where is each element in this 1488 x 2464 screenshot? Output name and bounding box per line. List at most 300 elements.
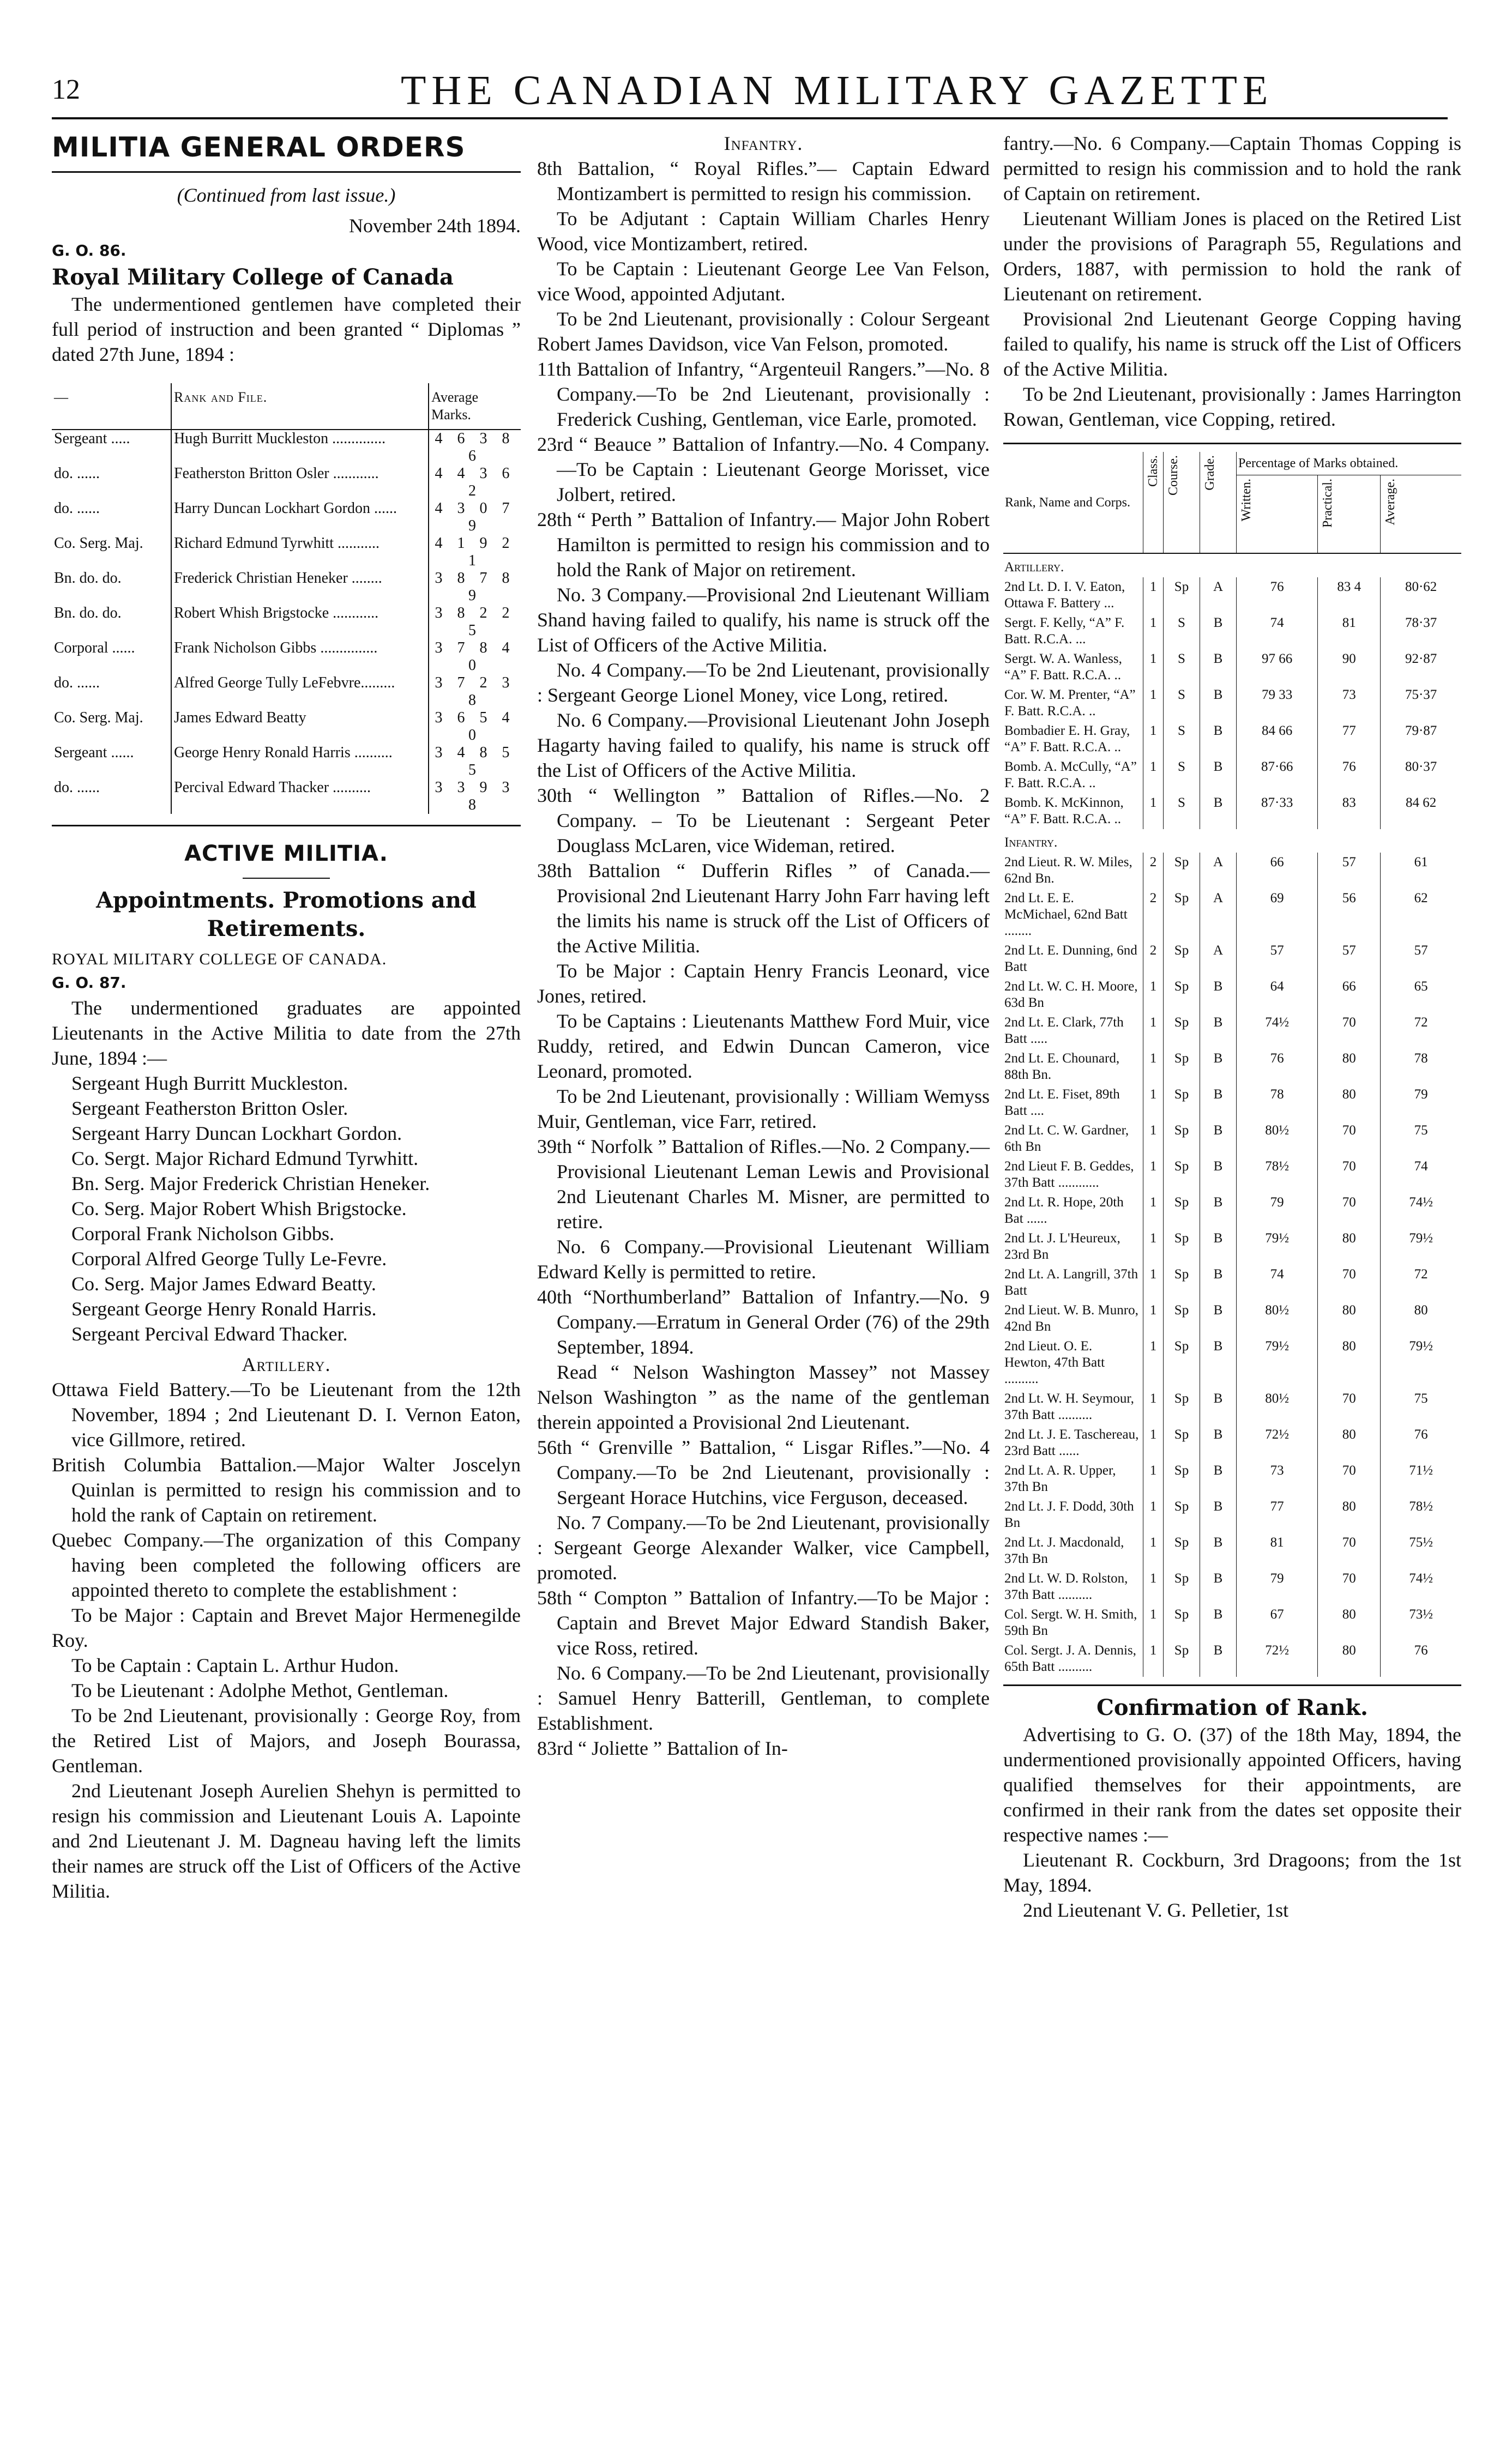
graduate-list — [52, 1071, 521, 1346]
course-cell: Sp — [1164, 889, 1200, 941]
practical-cell: 80 — [1318, 1301, 1381, 1337]
course-cell: Sp — [1164, 1337, 1200, 1389]
paragraph: The undermentioned graduates are appointed Lieutenants in the Active Militia to date from the 27th June, 1894 :— — [52, 997, 521, 1069]
cls-cell: 1 — [1143, 1425, 1164, 1461]
cls-cell: 1 — [1143, 1193, 1164, 1229]
paragraph: Quebec Company.—The organization of this Company having been completed the following officers are appointed thereto to complete the establishment : — [52, 1529, 521, 1601]
average-cell: 80·37 — [1381, 757, 1461, 793]
grade-cell: B — [1200, 613, 1237, 649]
paragraph: Lieutenant William Jones is placed on the Retired List under the provisions of Paragraph 55, Regulations and Orders, 1887, with permission to hold the rank of Lieutenant on retirement. — [1003, 208, 1461, 305]
written-cell: 81 — [1237, 1533, 1318, 1569]
divider — [1003, 1684, 1461, 1686]
table-row — [1003, 1229, 1461, 1265]
average-cell: 79 — [1381, 1085, 1461, 1121]
grade-cell: B — [1200, 1157, 1237, 1193]
table-row — [1003, 1193, 1461, 1229]
table-body — [52, 430, 521, 814]
course-cell: Sp — [1164, 1605, 1200, 1641]
table-row — [1003, 1121, 1461, 1157]
average-cell: 78·37 — [1381, 613, 1461, 649]
list-item: Sergeant Hugh Burritt Muckleston. — [71, 1072, 348, 1094]
practical-cell: 81 — [1318, 613, 1381, 649]
marks-cell: 3 8 7 8 9 — [429, 570, 521, 605]
paragraph: Lieutenant R. Cockburn, 3rd Dragoons; from the 1st May, 1894. — [1003, 1849, 1461, 1896]
marks-cell: 4 1 9 2 1 — [429, 535, 521, 570]
course-cell: Sp — [1164, 1301, 1200, 1337]
paragraph: Read “ Nelson Washington Massey” not Massey Nelson Washington ” as the name of the gentleman therein appointed a Provisional 2nd Lieutenant. — [537, 1361, 990, 1433]
name-cell: Bomb. A. McCully, “A” F. Batt. R.C.A. .. — [1004, 759, 1137, 790]
practical-cell: 83 4 — [1318, 577, 1381, 613]
list-item: Corporal Alfred George Tully Le-Fevre. — [71, 1248, 387, 1270]
table-group-header: Percentage of Marks obtained. — [1237, 452, 1462, 475]
rank-cell: Sergeant ...... — [54, 744, 134, 761]
average-cell: 75 — [1381, 1389, 1461, 1425]
written-cell: 57 — [1237, 941, 1318, 977]
table-row — [1003, 649, 1461, 685]
name-cell: Sergt. F. Kelly, “A” F. Batt. R.C.A. ... — [1004, 615, 1125, 647]
grade-cell: B — [1200, 1013, 1237, 1049]
general-order-number: G. O. 87. — [52, 974, 126, 992]
rank-cell: Sergeant ..... — [54, 430, 130, 447]
grade-cell: B — [1200, 1229, 1237, 1265]
section-heading: MILITIA GENERAL ORDERS — [52, 131, 466, 163]
rank-cell: Corporal ...... — [54, 639, 135, 656]
table-header: Written. — [1237, 475, 1318, 554]
written-cell: 72½ — [1237, 1641, 1318, 1677]
written-cell: 80½ — [1237, 1389, 1318, 1425]
column-3 — [1003, 131, 1461, 1923]
cls-cell: 1 — [1143, 793, 1164, 829]
practical-cell: 80 — [1318, 1049, 1381, 1085]
cls-cell: 1 — [1143, 577, 1164, 613]
cls-cell: 1 — [1143, 1533, 1164, 1569]
name-cell: 2nd Lt. R. Hope, 20th Bat ...... — [1004, 1195, 1124, 1226]
rank-cell: do. ...... — [54, 465, 100, 482]
paragraph: To be Adjutant : Captain William Charles Henry Wood, vice Montizambert, retired. — [537, 208, 990, 255]
cls-cell: 1 — [1143, 1085, 1164, 1121]
paragraph: No. 4 Company.—To be 2nd Lieutenant, provisionally : Sergeant George Lionel Money, vice Long, retired. — [537, 659, 990, 706]
average-cell: 76 — [1381, 1425, 1461, 1461]
average-cell: 73½ — [1381, 1605, 1461, 1641]
table-row — [1003, 1265, 1461, 1301]
cls-cell: 2 — [1143, 889, 1164, 941]
table-row — [1003, 1389, 1461, 1425]
list-item: Co. Serg. Major James Edward Beatty. — [71, 1273, 376, 1295]
subsection-heading: Appointments. Promotions and Retirements. — [96, 887, 477, 941]
cls-cell: 1 — [1143, 1157, 1164, 1193]
subsection-label: ROYAL MILITARY COLLEGE OF CANADA. — [52, 950, 387, 968]
grade-cell: B — [1200, 1461, 1237, 1497]
name-cell: James Edward Beatty — [171, 709, 429, 744]
grade-cell: B — [1200, 1605, 1237, 1641]
practical-cell: 83 — [1318, 793, 1381, 829]
paragraph: British Columbia Battalion.—Major Walter Joscelyn Quinlan is permitted to resign his commission and to hold the rank of Captain on retirement. — [52, 1454, 521, 1526]
course-cell: Sp — [1164, 941, 1200, 977]
paragraph: To be 2nd Lieutenant, provisionally : William Wemyss Muir, Gentleman, vice Farr, retired. — [537, 1085, 990, 1132]
grade-cell: B — [1200, 1569, 1237, 1605]
orders-continued — [1003, 131, 1461, 432]
name-cell: Featherston Britton Osler ............ — [171, 465, 429, 500]
name-cell: 2nd Lieut F. B. Geddes, 37th Batt ............ — [1004, 1159, 1134, 1190]
table-row — [1003, 1337, 1461, 1389]
average-cell: 74½ — [1381, 1193, 1461, 1229]
paragraph: To be Major : Captain and Brevet Major Hermenegilde Roy. — [52, 1604, 521, 1651]
list-item: Co. Sergt. Major Richard Edmund Tyrwhitt. — [71, 1148, 419, 1169]
average-cell: 75 — [1381, 1121, 1461, 1157]
name-cell: Frank Nicholson Gibbs ............... — [171, 639, 429, 674]
name-cell: George Henry Ronald Harris .......... — [171, 744, 429, 779]
table-row — [52, 709, 521, 744]
practical-cell: 70 — [1318, 1193, 1381, 1229]
table-row — [1003, 793, 1461, 829]
marks-cell: 3 6 5 4 0 — [429, 709, 521, 744]
grade-cell: B — [1200, 977, 1237, 1013]
divider — [52, 171, 521, 173]
course-cell: Sp — [1164, 1641, 1200, 1677]
name-cell: 2nd Lt. E. Dunning, 6nd Batt — [1004, 943, 1137, 974]
cls-cell: 1 — [1143, 1497, 1164, 1533]
cls-cell: 1 — [1143, 1389, 1164, 1425]
cls-cell: 2 — [1143, 853, 1164, 889]
average-cell: 79·87 — [1381, 721, 1461, 757]
paragraph: No. 6 Company.—To be 2nd Lieutenant, provisionally : Samuel Henry Batterill, Gentleman, to complete Establishment. — [537, 1662, 990, 1734]
header-rule — [52, 117, 1448, 119]
table-row — [52, 779, 521, 814]
name-cell: 2nd Lt. J. L'Heureux, 23rd Bn — [1004, 1231, 1120, 1262]
subsection-label: Artillery. — [242, 1354, 331, 1375]
table-row — [1003, 1497, 1461, 1533]
practical-cell: 70 — [1318, 1533, 1381, 1569]
cls-cell: 1 — [1143, 1605, 1164, 1641]
paragraph: To be Captains : Lieutenants Matthew Ford Muir, vice Ruddy, retired, and Edwin Duncan Cameron, vice Leonard, promoted. — [537, 1010, 990, 1082]
written-cell: 80½ — [1237, 1121, 1318, 1157]
average-cell: 74 — [1381, 1157, 1461, 1193]
column-1 — [52, 131, 521, 1904]
section-label: Artillery. — [1004, 560, 1064, 575]
name-cell: 2nd Lt. D. I. V. Eaton, Ottawa F. Battery ... — [1004, 579, 1125, 611]
paragraph: To be 2nd Lieutenant, provisionally : Colour Sergeant Robert James Davidson, vice Van Felson, promoted. — [537, 308, 990, 355]
paragraph: fantry.—No. 6 Company.—Captain Thomas Copping is permitted to resign his commission and to hold the rank of Captain on retirement. — [1003, 132, 1461, 204]
practical-cell: 76 — [1318, 757, 1381, 793]
paragraph: To be Lieutenant : Adolphe Methot, Gentleman. — [71, 1680, 449, 1701]
cls-cell: 2 — [1143, 941, 1164, 977]
name-cell: 2nd Lt. A. R. Upper, 37th Bn — [1004, 1463, 1116, 1494]
name-cell: Sergt. W. A. Wanless, “A” F. Batt. R.C.A. .. — [1004, 651, 1122, 683]
table-row — [1003, 889, 1461, 941]
rank-cell: Bn. do. do. — [54, 570, 122, 587]
course-cell: Sp — [1164, 1157, 1200, 1193]
subsection-heading: Confirmation of Rank. — [1097, 1695, 1368, 1720]
grade-cell: B — [1200, 649, 1237, 685]
name-cell: 2nd Lieut. R. W. Miles, 62nd Bn. — [1004, 855, 1132, 886]
continued-note: (Continued from last issue.) — [177, 184, 396, 206]
rank-cell: do. ...... — [54, 779, 100, 796]
table-row — [1003, 1425, 1461, 1461]
name-cell: Col. Sergt. J. A. Dennis, 65th Batt .......... — [1004, 1643, 1136, 1674]
grade-cell: B — [1200, 685, 1237, 721]
course-cell: Sp — [1164, 577, 1200, 613]
name-cell: Bomb. K. McKinnon, “A” F. Batt. R.C.A. .. — [1004, 795, 1124, 826]
page-number: 12 — [52, 74, 80, 105]
paragraph: To be Captain : Lieutenant George Lee Van Felson, vice Wood, appointed Adjutant. — [537, 258, 990, 305]
grade-cell: A — [1200, 889, 1237, 941]
course-cell: Sp — [1164, 1389, 1200, 1425]
table-row — [52, 639, 521, 674]
general-order-number: G. O. 86. — [52, 241, 126, 259]
grade-cell: A — [1200, 577, 1237, 613]
table-row — [1003, 757, 1461, 793]
rank-cell: do. ...... — [54, 674, 100, 691]
table-row — [1003, 941, 1461, 977]
written-cell: 84 66 — [1237, 721, 1318, 757]
cls-cell: 1 — [1143, 1121, 1164, 1157]
practical-cell: 70 — [1318, 1265, 1381, 1301]
practical-cell: 90 — [1318, 649, 1381, 685]
diploma-table — [52, 383, 521, 814]
practical-cell: 80 — [1318, 1337, 1381, 1389]
table-row — [52, 535, 521, 570]
written-cell: 79½ — [1237, 1337, 1318, 1389]
paragraph: No. 7 Company.—To be 2nd Lieutenant, provisionally : Sergeant George Alexander Walker, vice Campbell, promoted. — [537, 1512, 990, 1584]
course-cell: S — [1164, 757, 1200, 793]
cls-cell: 1 — [1143, 1301, 1164, 1337]
cls-cell: 1 — [1143, 977, 1164, 1013]
marks-cell: 3 7 2 3 8 — [429, 674, 521, 709]
average-cell: 78 — [1381, 1049, 1461, 1085]
grade-cell: B — [1200, 793, 1237, 829]
course-cell: Sp — [1164, 1229, 1200, 1265]
list-item: Co. Serg. Major Robert Whish Brigstocke. — [71, 1198, 407, 1219]
practical-cell: 57 — [1318, 941, 1381, 977]
table-section-row — [1003, 829, 1461, 853]
practical-cell: 70 — [1318, 1389, 1381, 1425]
cls-cell: 1 — [1143, 721, 1164, 757]
written-cell: 79 33 — [1237, 685, 1318, 721]
paragraph: 58th “ Compton ” Battalion of Infantry.—To be Major : Captain and Brevet Major Edward Standish Baker, vice Ross, retired. — [537, 1587, 990, 1659]
practical-cell: 77 — [1318, 721, 1381, 757]
paragraph: 38th Battalion “ Dufferin Rifles ” of Canada.—Provisional 2nd Lieutenant Harry John Farr having left the limits his name is struck off the List of Officers of the Active Militia. — [537, 860, 990, 957]
table-row — [1003, 977, 1461, 1013]
table-header: Grade. — [1200, 452, 1237, 553]
written-cell: 72½ — [1237, 1425, 1318, 1461]
paragraph: To be Major : Captain Henry Francis Leonard, vice Jones, retired. — [537, 960, 990, 1007]
table-row — [1003, 1461, 1461, 1497]
paragraph: 11th Battalion of Infantry, “Argenteuil Rangers.”—No. 8 Company.—To be 2nd Lieutenant, provisionally : Frederick Cushing, Gentleman, vice Earle, promoted. — [537, 358, 990, 430]
newspaper-title: THE CANADIAN MILITARY GAZETTE — [401, 68, 1274, 113]
average-cell: 79½ — [1381, 1229, 1461, 1265]
practical-cell: 80 — [1318, 1497, 1381, 1533]
practical-cell: 80 — [1318, 1229, 1381, 1265]
table-row — [1003, 1533, 1461, 1569]
written-cell: 74 — [1237, 1265, 1318, 1301]
list-item: Sergeant Harry Duncan Lockhart Gordon. — [71, 1122, 402, 1144]
course-cell: S — [1164, 685, 1200, 721]
table-row — [1003, 685, 1461, 721]
name-cell: Frederick Christian Heneker ........ — [171, 570, 429, 605]
name-cell: 2nd Lt. E. Chounard, 88th Bn. — [1004, 1051, 1120, 1082]
table-row — [1003, 1641, 1461, 1677]
written-cell: 74 — [1237, 613, 1318, 649]
written-cell: 66 — [1237, 853, 1318, 889]
paragraph: 23rd “ Beauce ” Battalion of Infantry.—No. 4 Company.—To be Captain : Lieutenant George Morisset, vice Jolbert, retired. — [537, 433, 990, 505]
written-cell: 79½ — [1237, 1229, 1318, 1265]
written-cell: 78 — [1237, 1085, 1318, 1121]
order-date: November 24th 1894. — [349, 215, 521, 237]
written-cell: 77 — [1237, 1497, 1318, 1533]
name-cell: Harry Duncan Lockhart Gordon ...... — [171, 500, 429, 535]
paragraph: To be 2nd Lieutenant, provisionally : George Roy, from the Retired List of Majors, and Joseph Bourassa, Gentleman. — [52, 1705, 521, 1777]
table-row — [52, 744, 521, 779]
paragraph: 2nd Lieutenant Joseph Aurelien Shehyn is permitted to resign his commission and Lieutenant Louis A. Lapointe and 2nd Lieutenant J. M. Dagneau having left the limits their names are struck off the List of Officers of the Active Militia. — [52, 1780, 521, 1902]
name-cell: 2nd Lt. E. E. McMichael, 62nd Batt ........ — [1004, 891, 1128, 938]
course-cell: Sp — [1164, 1049, 1200, 1085]
table-row — [1003, 1569, 1461, 1605]
paragraph: 56th “ Grenville ” Battalion, “ Lisgar Rifles.”—No. 4 Company.—To be 2nd Lieutenant, provisionally : Sergeant Horace Hutchins, vice Ferguson, deceased. — [537, 1436, 990, 1508]
grade-cell: B — [1200, 1121, 1237, 1157]
practical-cell: 57 — [1318, 853, 1381, 889]
average-cell: 80 — [1381, 1301, 1461, 1337]
practical-cell: 70 — [1318, 1157, 1381, 1193]
name-cell: Col. Sergt. W. H. Smith, 59th Bn — [1004, 1607, 1137, 1638]
table-header: Course. — [1164, 452, 1200, 553]
column-2 — [537, 131, 990, 1761]
course-cell: S — [1164, 649, 1200, 685]
grade-cell: A — [1200, 853, 1237, 889]
grade-cell: B — [1200, 1533, 1237, 1569]
average-cell: 75½ — [1381, 1533, 1461, 1569]
infantry-orders — [537, 156, 990, 1761]
table-row — [1003, 613, 1461, 649]
average-cell: 61 — [1381, 853, 1461, 889]
practical-cell: 80 — [1318, 1641, 1381, 1677]
rank-cell: do. ...... — [54, 500, 100, 517]
paragraph: 39th “ Norfolk ” Battalion of Rifles.—No. 2 Company.—Provisional Lieutenant Leman Lewis and Provisional 2nd Lieutenant Charles M. Misner, are permitted to retire. — [537, 1136, 990, 1233]
written-cell: 87·33 — [1237, 793, 1318, 829]
name-cell: Alfred George Tully LeFebvre......... — [171, 674, 429, 709]
course-cell: Sp — [1164, 977, 1200, 1013]
cls-cell: 1 — [1143, 757, 1164, 793]
average-cell: 80·62 — [1381, 577, 1461, 613]
paragraph: Ottawa Field Battery.—To be Lieutenant from the 12th November, 1894 ; 2nd Lieutenant D. I. Vernon Eaton, vice Gillmore, retired. — [52, 1379, 521, 1451]
table-row — [1003, 721, 1461, 757]
paragraph: No. 3 Company.—Provisional 2nd Lieutenant William Shand having failed to qualify, his name is struck off the List of Officers of the Active Militia. — [537, 584, 990, 656]
grade-cell: B — [1200, 1389, 1237, 1425]
practical-cell: 73 — [1318, 685, 1381, 721]
marks-cell: 4 6 3 8 6 — [429, 430, 521, 465]
paragraph: No. 6 Company.—Provisional Lieutenant William Edward Kelly is permitted to retire. — [537, 1236, 990, 1283]
table-header: Average. — [1381, 475, 1461, 554]
name-cell: 2nd Lt. A. Langrill, 37th Batt — [1004, 1267, 1138, 1298]
course-cell: S — [1164, 721, 1200, 757]
table-row — [52, 570, 521, 605]
paragraph: 2nd Lieutenant V. G. Pelletier, 1st — [1023, 1899, 1289, 1921]
table-row — [1003, 853, 1461, 889]
table-header: Rank, Name and Corps. — [1003, 452, 1143, 553]
table-section-row — [1003, 553, 1461, 577]
course-cell: Sp — [1164, 853, 1200, 889]
table-row — [52, 605, 521, 639]
written-cell: 67 — [1237, 1605, 1318, 1641]
name-cell: 2nd Lt. C. W. Gardner, 6th Bn — [1004, 1123, 1129, 1154]
grade-cell: B — [1200, 1265, 1237, 1301]
course-cell: Sp — [1164, 1497, 1200, 1533]
grade-cell: B — [1200, 721, 1237, 757]
cls-cell: 1 — [1143, 1013, 1164, 1049]
average-cell: 79½ — [1381, 1337, 1461, 1389]
practical-cell: 80 — [1318, 1085, 1381, 1121]
subsection-label: Infantry. — [724, 132, 803, 154]
written-cell: 64 — [1237, 977, 1318, 1013]
marks-cell: 4 4 3 6 2 — [429, 465, 521, 500]
average-cell: 71½ — [1381, 1461, 1461, 1497]
course-cell: Sp — [1164, 1121, 1200, 1157]
average-cell: 84 62 — [1381, 793, 1461, 829]
paragraph: To be 2nd Lieutenant, provisionally : James Harrington Rowan, Gentleman, vice Copping, retired. — [1003, 383, 1461, 430]
grade-cell: B — [1200, 1425, 1237, 1461]
name-cell: Percival Edward Thacker .......... — [171, 779, 429, 814]
grade-cell: B — [1200, 1193, 1237, 1229]
table-row — [1003, 577, 1461, 613]
name-cell: Robert Whish Brigstocke ............ — [171, 605, 429, 639]
table-row — [1003, 1157, 1461, 1193]
list-item: Bn. Serg. Major Frederick Christian Heneker. — [71, 1173, 430, 1194]
course-cell: S — [1164, 613, 1200, 649]
written-cell: 79 — [1237, 1569, 1318, 1605]
cls-cell: 1 — [1143, 1265, 1164, 1301]
marks-cell: 4 3 0 7 9 — [429, 500, 521, 535]
name-cell: 2nd Lt. E. Fiset, 89th Batt .... — [1004, 1087, 1120, 1118]
name-cell: 2nd Lt. J. F. Dodd, 30th Bn — [1004, 1499, 1134, 1530]
table-body — [1003, 553, 1461, 1677]
grade-cell: B — [1200, 757, 1237, 793]
cls-cell: 1 — [1143, 649, 1164, 685]
cls-cell: 1 — [1143, 1641, 1164, 1677]
course-cell: Sp — [1164, 1085, 1200, 1121]
grade-cell: B — [1200, 1497, 1237, 1533]
course-cell: Sp — [1164, 1265, 1200, 1301]
average-cell: 76 — [1381, 1641, 1461, 1677]
average-cell: 92·87 — [1381, 649, 1461, 685]
practical-cell: 70 — [1318, 1569, 1381, 1605]
marks-cell: 3 4 8 5 5 — [429, 744, 521, 779]
average-cell: 65 — [1381, 977, 1461, 1013]
page-header — [52, 63, 1448, 117]
table-row — [52, 674, 521, 709]
rank-cell: Bn. do. do. — [54, 605, 122, 621]
divider — [52, 825, 521, 826]
paragraph: 40th “Northumberland” Battalion of Infantry.—No. 9 Company.—Erratum in General Order (76) of the 29th September, 1894. — [537, 1286, 990, 1358]
name-cell: Hugh Burritt Muckleston .............. — [171, 430, 429, 465]
average-cell: 78½ — [1381, 1497, 1461, 1533]
cls-cell: 1 — [1143, 1461, 1164, 1497]
practical-cell: 66 — [1318, 977, 1381, 1013]
name-cell: Cor. W. M. Prenter, “A” F. Batt. R.C.A. .. — [1004, 687, 1136, 718]
subsection-heading: Royal Military College of Canada — [52, 264, 454, 290]
practical-cell: 70 — [1318, 1013, 1381, 1049]
table-row — [1003, 1049, 1461, 1085]
paragraph: Advertising to G. O. (37) of the 18th May, 1894, the undermentioned provisionally appointed Officers, having qualified themselves for their appointments, are confirmed in their rank from the dates set opposite their respective names :— — [1003, 1724, 1461, 1846]
written-cell: 79 — [1237, 1193, 1318, 1229]
average-cell: 57 — [1381, 941, 1461, 977]
practical-cell: 70 — [1318, 1121, 1381, 1157]
grade-cell: A — [1200, 941, 1237, 977]
course-cell: S — [1164, 793, 1200, 829]
written-cell: 76 — [1237, 1049, 1318, 1085]
list-item: Sergeant Featherston Britton Osler. — [71, 1097, 348, 1119]
table-row — [52, 500, 521, 535]
written-cell: 74½ — [1237, 1013, 1318, 1049]
paragraph: Provisional 2nd Lieutenant George Copping having failed to qualify, his name is struck off the List of Officers of the Active Militia. — [1003, 308, 1461, 380]
